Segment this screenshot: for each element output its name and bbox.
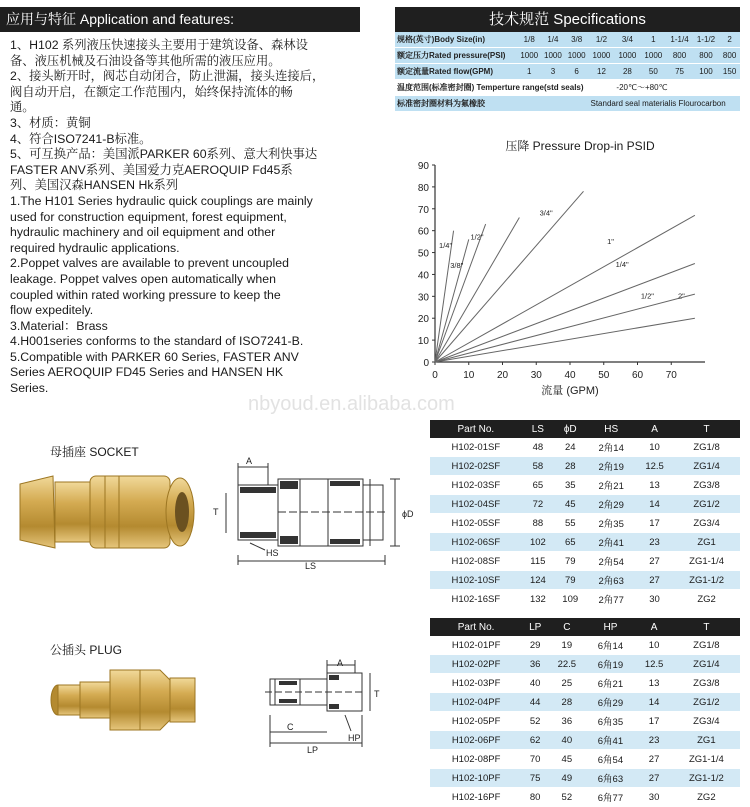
table-row xyxy=(430,514,740,533)
table-cell: ZG3/4 xyxy=(673,712,740,731)
table-cell: ZG2 xyxy=(673,788,740,807)
plug-dim-a: A xyxy=(337,658,344,668)
table-cell: 29 xyxy=(522,636,548,655)
table-cell: H102-16SF xyxy=(430,590,522,609)
y-tick-label: 0 xyxy=(423,358,429,369)
table-cell: ZG1/4 xyxy=(673,457,740,476)
table-cell: 27 xyxy=(635,750,672,769)
table-row xyxy=(430,590,740,609)
spec-value: 1/2 xyxy=(588,32,614,48)
table-cell: ZG3/4 xyxy=(673,514,740,533)
series-line xyxy=(435,264,695,363)
table-cell: H102-06SF xyxy=(430,533,522,552)
table-cell: 28 xyxy=(548,693,585,712)
table-cell: 124 xyxy=(522,571,554,590)
table-cell: ZG1/2 xyxy=(673,693,740,712)
table-cell: 132 xyxy=(522,590,554,609)
table-row xyxy=(430,636,740,655)
table-cell: 80 xyxy=(522,788,548,807)
table-cell: H102-10PF xyxy=(430,769,522,788)
plug-drawing xyxy=(255,655,420,755)
table-cell: H102-04PF xyxy=(430,693,522,712)
table-row xyxy=(430,495,740,514)
series-label: 1/2" xyxy=(470,232,484,242)
table-cell: ZG1/8 xyxy=(673,636,740,655)
feature-line: required hydraulic applications. xyxy=(10,240,180,255)
y-tick-label: 20 xyxy=(417,314,429,326)
table-cell: 65 xyxy=(522,476,554,495)
table-cell: 12.5 xyxy=(635,655,672,674)
x-axis-label: 流量 (GPM) xyxy=(541,385,599,397)
table-cell: 72 xyxy=(522,495,554,514)
table-cell: H102-05PF xyxy=(430,712,522,731)
table-cell: H102-08SF xyxy=(430,552,522,571)
series-label: 1" xyxy=(607,236,614,246)
table-cell: 6角21 xyxy=(586,674,636,693)
x-tick-label: 50 xyxy=(598,370,610,381)
spec-value: 800 xyxy=(693,48,719,64)
table-cell: 49 xyxy=(548,769,585,788)
feature-line: 1.The H101 Series hydraulic quick couplings are mainly xyxy=(10,193,313,208)
table-row xyxy=(430,533,740,552)
feature-line: 阀自动开启，在额定工作范围内，始终保持流体的畅 xyxy=(10,84,293,99)
table-cell: 30 xyxy=(635,788,672,807)
table-cell: 45 xyxy=(554,495,586,514)
table-cell: H102-02PF xyxy=(430,655,522,674)
table-cell: ZG1/2 xyxy=(673,495,740,514)
table-cell: 79 xyxy=(554,571,586,590)
table-row xyxy=(430,769,740,788)
feature-line: 5.Compatible with PARKER 60 Series, FASTER ANV xyxy=(10,349,299,364)
spec-value: 2 xyxy=(719,32,740,48)
table-cell: ZG3/8 xyxy=(673,674,740,693)
plug-title: 公插头 PLUG xyxy=(50,643,123,657)
spec-value: 800 xyxy=(719,48,740,64)
spec-row-flow xyxy=(395,64,740,80)
feature-line: flow expeditely. xyxy=(10,303,94,318)
table-cell: 65 xyxy=(554,533,586,552)
y-tick-label: 80 xyxy=(417,182,429,194)
feature-line: 列、美国汉森HANSEN Hk系列 xyxy=(10,178,179,193)
table-cell: H102-05SF xyxy=(430,514,522,533)
series-label: 3/4" xyxy=(539,208,553,218)
table-cell: 2角54 xyxy=(586,552,636,571)
series-line xyxy=(435,191,584,362)
table-cell: ZG1/8 xyxy=(673,438,740,457)
socket-dim-a: A xyxy=(246,456,253,466)
column-header: LP xyxy=(522,618,548,636)
table-cell: 36 xyxy=(548,712,585,731)
table-cell: 10 xyxy=(636,438,673,457)
table-cell: ZG1-1/2 xyxy=(673,769,740,788)
spec-value: 1000 xyxy=(640,48,666,64)
table-cell: ZG1-1/4 xyxy=(673,750,740,769)
feature-line: coupled within rated working pressure to keep the xyxy=(10,287,281,302)
table-row xyxy=(430,476,740,495)
feature-line: hydraulic machinery and oil equipment and other xyxy=(10,225,276,240)
column-header: Part No. xyxy=(430,618,522,636)
table-cell: 24 xyxy=(554,438,586,457)
plug-dim-lp: LP xyxy=(307,745,319,755)
plug-photo xyxy=(48,660,208,740)
spec-value: 1-1/2 xyxy=(693,32,719,48)
feature-line: 4、符合ISO7241-B标准。 xyxy=(10,131,152,146)
table-cell: H102-02SF xyxy=(430,457,522,476)
table-cell: 2角19 xyxy=(586,457,636,476)
table-cell: H102-10SF xyxy=(430,571,522,590)
table-cell: 88 xyxy=(522,514,554,533)
plug-dim-hp: HP xyxy=(348,733,361,743)
table-cell: 6角35 xyxy=(586,712,636,731)
table-cell: 14 xyxy=(636,495,673,514)
table-cell: 19 xyxy=(548,636,585,655)
table-cell: 23 xyxy=(636,533,673,552)
table-cell: H102-01SF xyxy=(430,438,522,457)
table-cell: 52 xyxy=(548,788,585,807)
features-text xyxy=(10,38,362,397)
table-cell: 102 xyxy=(522,533,554,552)
table-cell: ZG2 xyxy=(673,590,740,609)
table-row xyxy=(430,712,740,731)
feature-line: FASTER ANV系列、美国爱力克AEROQUIP Fd45系 xyxy=(10,162,293,177)
socket-drawing xyxy=(210,455,425,570)
spec-value: 1/4 xyxy=(541,32,565,48)
table-cell: H102-03SF xyxy=(430,476,522,495)
table-cell: 2角63 xyxy=(586,571,636,590)
table-cell: 2角35 xyxy=(586,514,636,533)
series-label: 1/4" xyxy=(615,259,629,269)
table-cell: 58 xyxy=(522,457,554,476)
table-cell: 45 xyxy=(548,750,585,769)
spec-value: 3 xyxy=(541,64,565,80)
chart-title: 压降 Pressure Drop-in PSID xyxy=(505,139,655,153)
spec-value: 28 xyxy=(614,64,640,80)
table-row xyxy=(430,655,740,674)
table-cell: 28 xyxy=(554,457,586,476)
table-cell: 70 xyxy=(522,750,548,769)
specs-header xyxy=(395,7,740,32)
x-tick-label: 70 xyxy=(665,370,677,381)
table-cell: 6角19 xyxy=(586,655,636,674)
feature-line: Series AEROQUIP FD45 Series and HANSEN HK xyxy=(10,365,284,380)
y-tick-label: 50 xyxy=(417,248,429,260)
table-cell: 6角54 xyxy=(586,750,636,769)
y-tick-label: 40 xyxy=(417,270,429,282)
plug-dim-c: C xyxy=(287,722,294,732)
table-cell: 115 xyxy=(522,552,554,571)
table-cell: 2角14 xyxy=(586,438,636,457)
socket-title: 母插座 SOCKET xyxy=(50,445,139,459)
table-cell: ZG1 xyxy=(673,731,740,750)
x-tick-label: 30 xyxy=(530,370,542,381)
spec-value: 1000 xyxy=(517,48,541,64)
spec-value: 1/8 xyxy=(517,32,541,48)
table-cell: 109 xyxy=(554,590,586,609)
column-header: T xyxy=(673,420,740,438)
table-row xyxy=(430,750,740,769)
spec-value: Standard seal materialis Flourocarbon xyxy=(588,96,740,112)
series-label: 1/2" xyxy=(640,291,654,301)
table-cell: 2角21 xyxy=(586,476,636,495)
feature-line: 3.Material：Brass xyxy=(10,318,108,333)
table-cell: ZG1-1/4 xyxy=(673,552,740,571)
x-tick-label: 40 xyxy=(564,370,576,381)
table-cell: 48 xyxy=(522,438,554,457)
spec-value: 1000 xyxy=(588,48,614,64)
column-header: T xyxy=(673,618,740,636)
table-cell: 25 xyxy=(548,674,585,693)
socket-table-header xyxy=(430,420,740,438)
table-cell: 6角77 xyxy=(586,788,636,807)
table-cell: ZG1-1/2 xyxy=(673,571,740,590)
x-tick-label: 20 xyxy=(496,370,509,381)
y-tick-label: 60 xyxy=(417,226,429,238)
feature-line: 备、液压机械及石油设备等其他所需的液压应用。 xyxy=(10,53,281,68)
column-header: ϕD xyxy=(554,420,586,438)
spec-value: 3/8 xyxy=(565,32,589,48)
table-cell: H102-08PF xyxy=(430,750,522,769)
table-cell: 30 xyxy=(636,590,673,609)
socket-table xyxy=(430,420,740,609)
table-cell: H102-16PF xyxy=(430,788,522,807)
table-row xyxy=(430,788,740,807)
table-cell: 2角29 xyxy=(586,495,636,514)
table-cell: 36 xyxy=(522,655,548,674)
plug-table-header xyxy=(430,618,740,636)
column-header: HP xyxy=(586,618,636,636)
spec-label: 温度范围(标准密封圈) Temperture range(std seals) xyxy=(395,80,614,96)
table-cell: 23 xyxy=(635,731,672,750)
table-cell: 75 xyxy=(522,769,548,788)
table-cell: 12.5 xyxy=(636,457,673,476)
socket-dim-ls: LS xyxy=(305,561,317,570)
spec-label: 标准密封圈材料为氟橡胶 xyxy=(395,96,588,112)
column-header: HS xyxy=(586,420,636,438)
y-tick-label: 10 xyxy=(417,336,429,348)
table-row xyxy=(430,438,740,457)
table-cell: 17 xyxy=(635,712,672,731)
spec-value: 3/4 xyxy=(614,32,640,48)
spec-value: 75 xyxy=(666,64,692,80)
feature-line: 4.H001series conforms to the standard of ISO7241-B. xyxy=(10,334,304,349)
table-cell: 27 xyxy=(636,571,673,590)
table-cell: 79 xyxy=(554,552,586,571)
spec-value: 6 xyxy=(565,64,589,80)
table-cell: 2角77 xyxy=(586,590,636,609)
table-cell: 40 xyxy=(522,674,548,693)
feature-line: leakage. Poppet valves open automatically when xyxy=(10,271,276,286)
socket-dim-d: ϕD xyxy=(402,509,414,519)
table-cell: H102-06PF xyxy=(430,731,522,750)
table-cell: 52 xyxy=(522,712,548,731)
feature-line: 1、H102 系列液压快速接头主要用于建筑设备、森林设 xyxy=(10,38,308,52)
plug-dim-t: T xyxy=(374,689,380,699)
table-cell: 62 xyxy=(522,731,548,750)
table-row xyxy=(430,552,740,571)
series-line xyxy=(435,291,695,362)
x-tick-label: 10 xyxy=(463,370,475,381)
table-row xyxy=(430,731,740,750)
feature-line: used for construction equipment, forest equipment, xyxy=(10,209,287,224)
plug-table xyxy=(430,618,740,807)
table-cell: ZG1/4 xyxy=(673,655,740,674)
feature-line: 通。 xyxy=(10,100,35,115)
spec-value: 1000 xyxy=(565,48,589,64)
spec-value: 1000 xyxy=(541,48,565,64)
table-cell: 10 xyxy=(635,636,672,655)
table-cell: 6角41 xyxy=(586,731,636,750)
table-row xyxy=(430,674,740,693)
x-tick-label: 60 xyxy=(631,370,644,381)
spec-value: 50 xyxy=(640,64,666,80)
socket-photo xyxy=(15,462,205,562)
feature-line: 5、可互换产品：美国派PARKER 60系列、意大利快事达 xyxy=(10,147,318,162)
column-header: Part No. xyxy=(430,420,522,438)
column-header: LS xyxy=(522,420,554,438)
y-tick-label: 90 xyxy=(417,161,429,172)
spec-label: 规格(英寸)Body Size(in) xyxy=(395,32,517,48)
socket-dim-t: T xyxy=(213,507,219,517)
table-cell: 22.5 xyxy=(548,655,585,674)
spec-label: 额定压力Rated pressure(PSI) xyxy=(395,48,517,64)
features-title: 应用与特征 Application and features: xyxy=(6,11,234,27)
table-row xyxy=(430,693,740,712)
column-header: A xyxy=(635,618,672,636)
x-tick-label: 0 xyxy=(432,370,438,381)
specs-title: 技术规范 Specifications xyxy=(489,11,646,28)
table-cell: 14 xyxy=(635,693,672,712)
spec-value: -20℃～+80℃ xyxy=(614,80,740,96)
socket-dim-hs: HS xyxy=(266,548,279,558)
spec-value: 1 xyxy=(640,32,666,48)
y-tick-label: 30 xyxy=(417,292,429,304)
feature-line: 3、材质：黄铜 xyxy=(10,115,91,130)
table-cell: 27 xyxy=(635,769,672,788)
column-header: A xyxy=(636,420,673,438)
table-cell: 40 xyxy=(548,731,585,750)
spec-value: 100 xyxy=(693,64,719,80)
table-cell: 13 xyxy=(636,476,673,495)
series-label: 1/4" xyxy=(439,241,453,251)
spec-row-body-size xyxy=(395,32,740,48)
feature-line: 2.Poppet valves are available to prevent uncoupled xyxy=(10,256,289,271)
pressure-drop-chart xyxy=(405,155,735,405)
table-cell: 35 xyxy=(554,476,586,495)
spec-value: 1000 xyxy=(614,48,640,64)
y-tick-label: 70 xyxy=(417,204,429,216)
feature-line: Series. xyxy=(10,381,49,396)
table-cell: ZG1 xyxy=(673,533,740,552)
table-cell: 6角63 xyxy=(586,769,636,788)
table-cell: 27 xyxy=(636,552,673,571)
table-cell: 6角29 xyxy=(586,693,636,712)
table-cell: H102-04SF xyxy=(430,495,522,514)
series-line xyxy=(435,239,469,362)
spec-value: 800 xyxy=(666,48,692,64)
series-label: 2" xyxy=(678,291,685,301)
table-cell: H102-01PF xyxy=(430,636,522,655)
spec-row-seal xyxy=(395,96,740,112)
spec-label: 额定流量Rated flow(GPM) xyxy=(395,64,517,80)
table-cell: 17 xyxy=(636,514,673,533)
table-cell: ZG3/8 xyxy=(673,476,740,495)
table-cell: 2角41 xyxy=(586,533,636,552)
series-label: 3/8" xyxy=(450,260,464,270)
watermark: nbyoud.en.alibaba.com xyxy=(248,393,455,415)
specs-table xyxy=(395,32,740,112)
series-line xyxy=(435,231,454,362)
features-header xyxy=(0,7,360,32)
table-cell: 55 xyxy=(554,514,586,533)
spec-row-temperature xyxy=(395,80,740,96)
table-row xyxy=(430,571,740,590)
table-row xyxy=(430,457,740,476)
spec-value: 1 xyxy=(517,64,541,80)
table-cell: 44 xyxy=(522,693,548,712)
column-header: C xyxy=(548,618,585,636)
feature-line: 2、接头断开时，阀芯自动闭合，防止泄漏，接头连接后， xyxy=(10,69,325,84)
spec-row-pressure xyxy=(395,48,740,64)
spec-value: 150 xyxy=(719,64,740,80)
table-cell: 13 xyxy=(635,674,672,693)
table-cell: 6角14 xyxy=(586,636,636,655)
table-cell: H102-03PF xyxy=(430,674,522,693)
spec-value: 12 xyxy=(588,64,614,80)
spec-value: 1-1/4 xyxy=(666,32,692,48)
